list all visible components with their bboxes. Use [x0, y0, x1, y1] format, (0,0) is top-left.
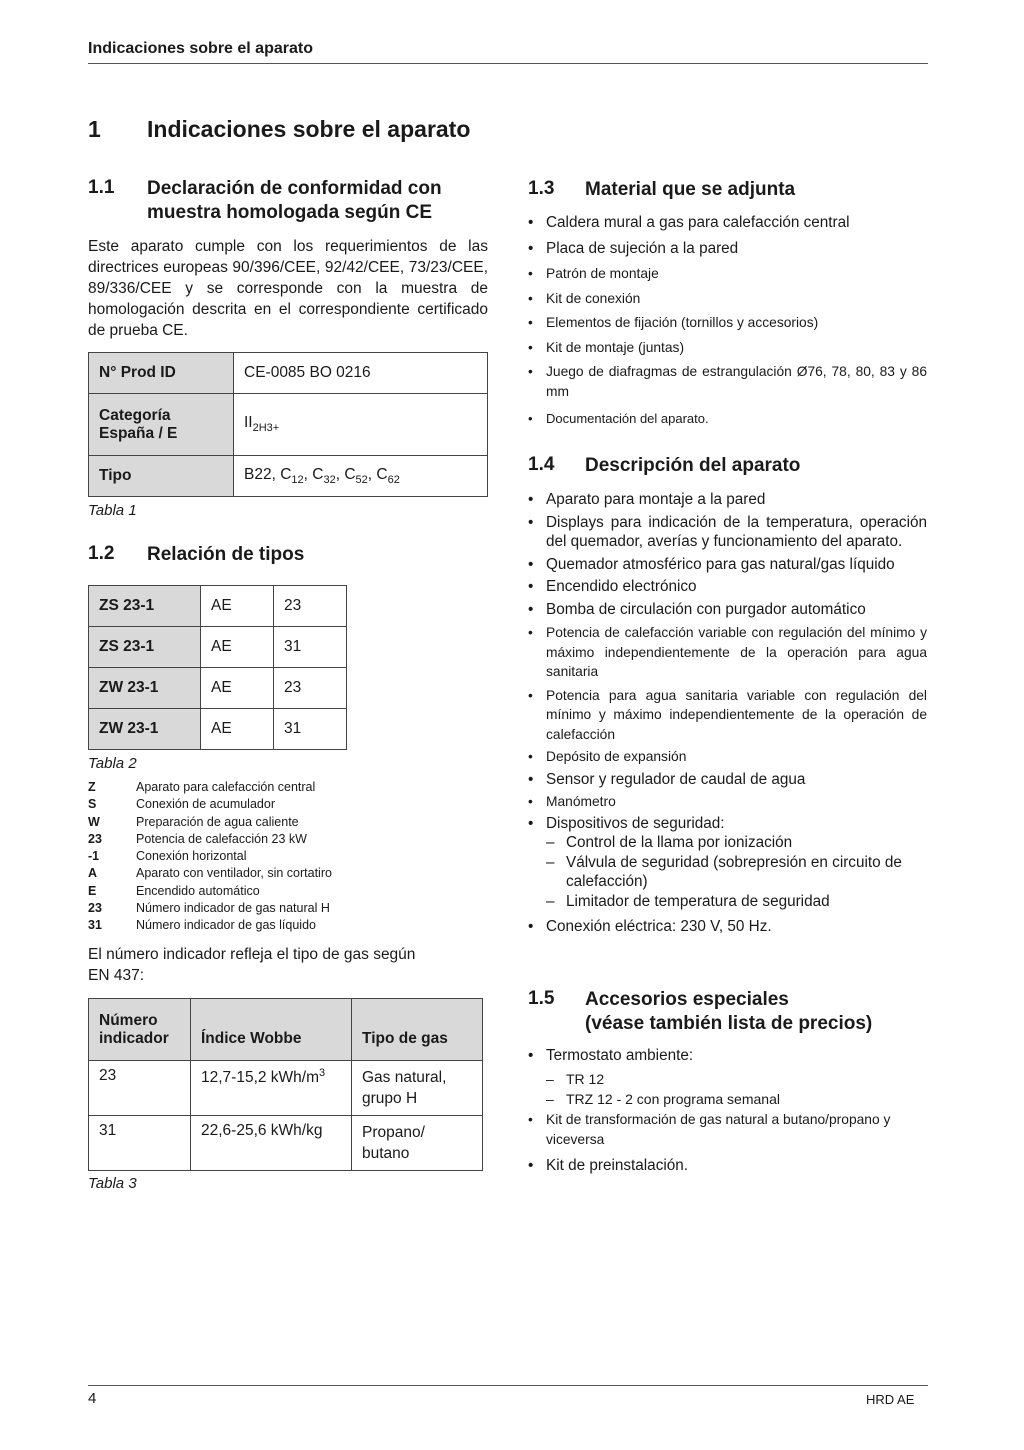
table-cell-model: ZW 23-1	[89, 709, 201, 750]
legend-key: 31	[88, 918, 102, 933]
chapter-title: Indicaciones sobre el aparato	[147, 116, 471, 142]
table-header-cell: Tipo de gas	[352, 999, 483, 1061]
legend-key: -1	[88, 849, 100, 864]
list-item: • Potencia para agua sanitaria variable con regulación del mínimo y máximo independientemente de la operación de calefacción	[527, 686, 927, 745]
section-1-2-title: Relación de tipos	[147, 544, 305, 565]
thermostat-label: Termostato ambiente:	[546, 1047, 694, 1064]
page-number: 4	[88, 1390, 97, 1407]
safety-devices-label: Dispositivos de seguridad:	[546, 814, 725, 832]
table-header-cell: Índice Wobbe	[191, 999, 352, 1061]
sublist-item: – Control de la llama por ionización	[546, 833, 927, 853]
table-row	[89, 456, 488, 497]
legend-value: Número indicador de gas natural H	[136, 901, 330, 916]
table-3-caption: Tabla 3	[88, 1175, 137, 1192]
gas-type-line: grupo H	[362, 1090, 418, 1107]
table-cell-gas-type	[352, 1061, 483, 1116]
list-item: • Aparato para montaje a la pared	[527, 490, 927, 510]
table-2	[88, 585, 347, 750]
header-line: indicador	[99, 1029, 169, 1047]
legend-value: Conexión horizontal	[136, 849, 247, 864]
header-rule	[88, 63, 928, 64]
type-subscript: 32	[323, 474, 336, 487]
section-1-5-title	[585, 988, 872, 1036]
gas-type-line: Propano/	[362, 1124, 425, 1141]
table-cell-wobbe	[191, 1116, 352, 1171]
legend-row	[88, 900, 332, 917]
list-item: • Manómetro	[527, 792, 927, 812]
section-1-1-number: 1.1	[88, 177, 115, 198]
table-cell-model: ZS 23-1	[89, 627, 201, 668]
table-cell-gas-type	[352, 1116, 483, 1171]
gas-note-line: EN 437:	[88, 967, 145, 984]
table-row	[89, 1061, 483, 1116]
legend-key: A	[88, 866, 98, 881]
list-item: • Sensor y regulador de caudal de agua	[527, 770, 927, 790]
type-text: , C	[335, 465, 356, 483]
table-1	[88, 352, 488, 497]
table-row	[89, 1116, 483, 1171]
legend-row	[88, 831, 332, 848]
special-accessories-list	[527, 1046, 927, 1175]
table-row	[89, 709, 347, 750]
category-subscript: 2H3+	[252, 422, 280, 435]
category-main: II	[244, 414, 253, 432]
document-code: HRD AE	[866, 1392, 915, 1407]
table-cell-number: 23	[89, 1061, 191, 1116]
section-1-2-number: 1.2	[88, 543, 115, 564]
type-text: , C	[303, 465, 324, 483]
list-item-thermostat	[527, 1046, 927, 1109]
wobbe-value: 12,7-15,2 kWh/m	[201, 1069, 320, 1087]
list-item-safety-devices	[527, 814, 927, 912]
wobbe-value: 22,6-25,6 kWh/kg	[201, 1122, 323, 1139]
table-row	[89, 668, 347, 709]
table-cell-variant: AE	[201, 586, 274, 627]
type-text: , C	[367, 465, 388, 483]
section-1-3-title: Material que se adjunta	[585, 179, 796, 200]
table-row	[89, 353, 488, 394]
legend-value: Potencia de calefacción 23 kW	[136, 831, 307, 846]
type-subscript: 52	[355, 474, 368, 487]
table-cell-variant: AE	[201, 627, 274, 668]
list-item: • Quemador atmosférico para gas natural/gas líquido	[527, 555, 927, 575]
table-cell-variant: AE	[201, 709, 274, 750]
legend-row	[88, 796, 332, 813]
table-cell-label: N° Prod ID	[89, 353, 234, 394]
legend-key: W	[88, 814, 100, 829]
type-subscript: 62	[387, 474, 400, 487]
table-3	[88, 998, 483, 1171]
section-1-3-number: 1.3	[528, 178, 555, 199]
running-header: Indicaciones sobre el aparato	[88, 40, 313, 57]
legend-row	[88, 814, 332, 831]
list-item: • Caldera mural a gas para calefacción central	[527, 213, 927, 233]
conformity-paragraph: Este aparato cumple con los requerimientos de las directrices europeas 90/396/CEE, 92/42/CEE, 73/23/CEE, 89/336/CEE y se corresponde con la muestra de homologación descrita en el correspondiente certificado de prueba CE.	[88, 238, 488, 339]
list-item: • Encendido electrónico	[527, 577, 927, 597]
table-header-row	[89, 999, 483, 1061]
sublist-item: – TRZ 12 - 2 con programa semanal	[546, 1090, 927, 1109]
table-header-cell	[89, 999, 191, 1061]
legend-row	[88, 848, 332, 865]
list-item: • Documentación del aparato.	[527, 409, 927, 429]
table-cell-gas-number: 23	[274, 668, 347, 709]
section-1-1-title-line1: Declaración de conformidad con	[147, 178, 442, 199]
device-description-list	[527, 490, 927, 937]
section-1-1-title-line2: muestra homologada según CE	[147, 202, 433, 223]
table-row	[89, 394, 488, 456]
type-text: B22, C	[244, 465, 292, 483]
gas-type-line: Gas natural,	[362, 1069, 447, 1086]
table-cell-model: ZS 23-1	[89, 586, 201, 627]
list-item: • Placa de sujeción a la pared	[527, 239, 927, 259]
table-1-caption: Tabla 1	[88, 502, 137, 519]
table-cell-number: 31	[89, 1116, 191, 1171]
table-2-caption: Tabla 2	[88, 755, 137, 772]
legend-row	[88, 779, 332, 796]
table-cell-value: CE-0085 BO 0216	[234, 353, 488, 394]
legend-value: Número indicador de gas líquido	[136, 918, 316, 933]
safety-devices-sublist	[546, 833, 927, 911]
table-row	[89, 586, 347, 627]
table-cell-gas-number: 23	[274, 586, 347, 627]
list-item: • Conexión eléctrica: 230 V, 50 Hz.	[527, 917, 927, 937]
table-cell-gas-number: 31	[274, 627, 347, 668]
table-cell-model: ZW 23-1	[89, 668, 201, 709]
list-item: • Depósito de expansión	[527, 747, 927, 767]
table-cell-value	[234, 456, 488, 497]
wobbe-superscript: 3	[319, 1067, 326, 1079]
list-item: • Juego de diafragmas de estrangulación Ø76, 78, 80, 83 y 86 mm	[527, 362, 927, 401]
table-cell-variant: AE	[201, 668, 274, 709]
gas-note-line: El número indicador refleja el tipo de gas según	[88, 946, 416, 963]
sublist-item: – Limitador de temperatura de seguridad	[546, 892, 927, 912]
legend-key: E	[88, 883, 97, 898]
label-line: Categoría	[99, 406, 171, 424]
type-code-legend	[88, 779, 332, 935]
list-item: • Elementos de fijación (tornillos y accesorios)	[527, 313, 927, 333]
section-1-4-number: 1.4	[528, 454, 555, 475]
type-subscript: 12	[291, 474, 304, 487]
legend-value: Preparación de agua caliente	[136, 814, 299, 829]
gas-type-line: butano	[362, 1145, 410, 1162]
supplied-material-list	[527, 213, 927, 429]
legend-value: Encendido automático	[136, 883, 260, 898]
legend-key: 23	[88, 901, 102, 916]
legend-row	[88, 865, 332, 882]
section-1-5-title-line1: Accesorios especiales	[585, 989, 789, 1010]
list-item: • Bomba de circulación con purgador automático	[527, 600, 927, 620]
sublist-item: – Válvula de seguridad (sobrepresión en circuito de calefacción)	[546, 853, 927, 892]
list-item: • Potencia de calefacción variable con regulación del mínimo y máximo independientemente de la operación para agua sanitaria	[527, 623, 927, 682]
legend-value: Aparato con ventilador, sin cortatiro	[136, 866, 332, 881]
legend-row	[88, 883, 332, 900]
table-row	[89, 627, 347, 668]
table-cell-wobbe	[191, 1061, 352, 1116]
table-cell-label	[89, 394, 234, 456]
list-item: • Patrón de montaje	[527, 264, 927, 284]
legend-row	[88, 917, 332, 934]
table-cell-gas-number: 31	[274, 709, 347, 750]
legend-key: Z	[88, 780, 96, 794]
header-line: Número	[99, 1011, 158, 1029]
legend-key: 23	[88, 831, 102, 846]
section-1-5-number: 1.5	[528, 988, 555, 1009]
label-line: España / E	[99, 424, 178, 442]
legend-key: S	[88, 797, 97, 812]
section-1-5-title-line2: (véase también lista de precios)	[585, 1013, 873, 1034]
list-item: • Kit de transformación de gas natural a butano/propano y viceversa	[527, 1110, 927, 1150]
section-1-4-title: Descripción del aparato	[585, 455, 801, 476]
list-item: • Kit de montaje (juntas)	[527, 338, 927, 358]
sublist-item: – TR 12	[546, 1069, 927, 1090]
footer-rule	[88, 1385, 928, 1386]
legend-value: Conexión de acumulador	[136, 797, 275, 812]
thermostat-sublist	[546, 1069, 927, 1109]
gas-type-note	[88, 944, 488, 986]
list-item: • Kit de conexión	[527, 289, 927, 309]
section-1-1-title	[147, 177, 442, 225]
table-cell-label: Tipo	[89, 456, 234, 497]
table-cell-value	[234, 394, 488, 456]
list-item: • Kit de preinstalación.	[527, 1156, 927, 1176]
list-item: • Displays para indicación de la temperatura, operación del quemador, averías y funcionamiento del aparato.	[527, 513, 927, 552]
chapter-number: 1	[88, 116, 101, 142]
legend-value: Aparato para calefacción central	[136, 780, 316, 794]
